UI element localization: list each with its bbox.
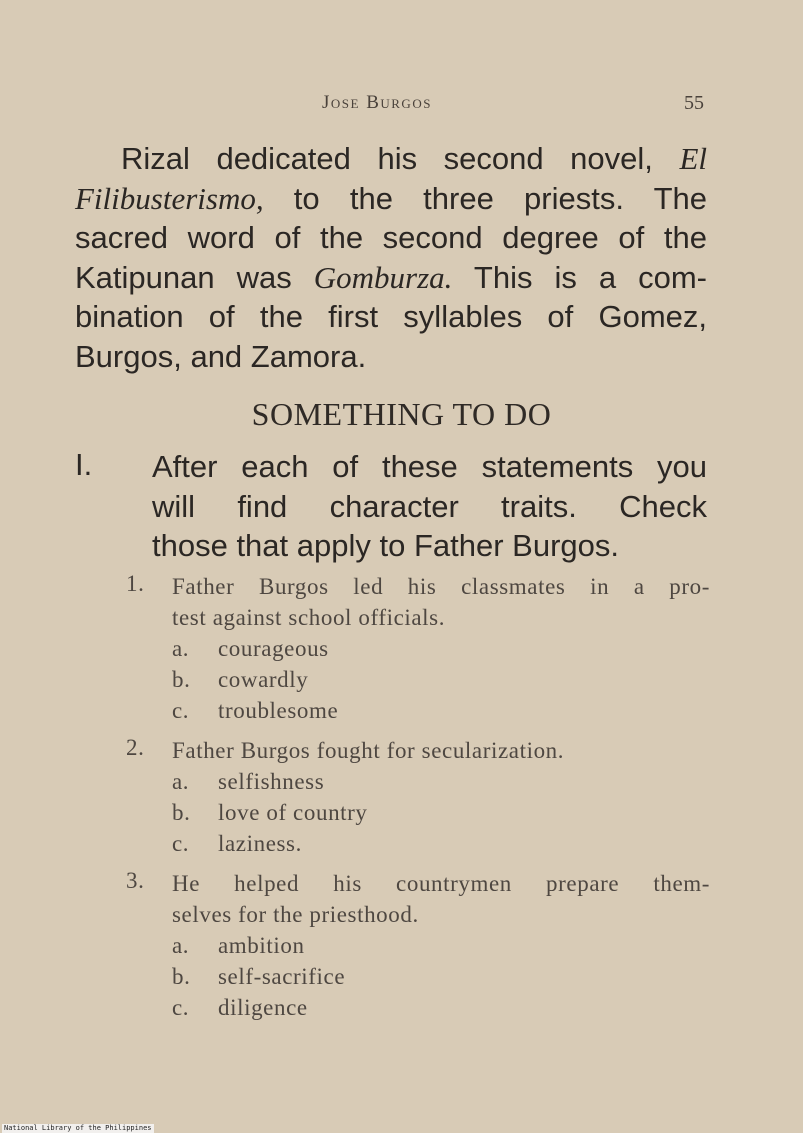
- option-text: courageous: [218, 636, 329, 661]
- text-run: to the three priests. The: [263, 180, 707, 216]
- option-text: laziness.: [218, 831, 302, 856]
- trait-option: [172, 695, 710, 726]
- scan-credit: National Library of the Philippines: [4, 1124, 152, 1132]
- option-letter: b.: [172, 800, 191, 825]
- paragraph-line: [75, 179, 707, 219]
- text-run: bination of the first syllables of Gomez,: [75, 299, 707, 335]
- option-letter: a.: [172, 636, 190, 661]
- item-statement-line: selves for the priesthood.: [172, 902, 419, 927]
- option-text: diligence: [218, 995, 308, 1020]
- option-text: self-sacrifice: [218, 964, 346, 989]
- option-text: love of country: [218, 800, 368, 825]
- text-run: Katipunan was: [75, 259, 314, 295]
- part-instructions: [152, 447, 707, 566]
- trait-option: [172, 797, 710, 828]
- trait-option: [172, 930, 710, 961]
- option-letter: c.: [172, 995, 190, 1020]
- body-paragraph: [75, 139, 707, 377]
- item-number: 1.: [126, 571, 145, 596]
- paragraph-line: [75, 218, 707, 258]
- text-run: Burgos, and Zamora.: [75, 338, 367, 374]
- item-body: [172, 735, 710, 859]
- running-head-title: Jose Burgos: [322, 92, 432, 113]
- trait-option: [172, 633, 710, 664]
- option-text: ambition: [218, 933, 305, 958]
- part-number: I.: [75, 447, 93, 482]
- text-run: sacred word of the second degree of the: [75, 220, 707, 256]
- instruction-line: those that apply to Father Burgos.: [152, 528, 619, 564]
- trait-option: [172, 992, 710, 1023]
- instruction-line: will find character traits. Check: [152, 488, 707, 524]
- item-statement-line: Father Burgos fought for secularization.: [172, 738, 565, 763]
- item-statement-line: He helped his countrymen prepare them-: [172, 871, 710, 896]
- running-head: [0, 92, 803, 118]
- item-body: [172, 571, 710, 726]
- option-letter: a.: [172, 933, 190, 958]
- paragraph-line: [75, 139, 707, 179]
- item-statement-line: test against school officials.: [172, 605, 446, 630]
- item-spacer: [120, 726, 710, 735]
- item-number: 3.: [126, 868, 145, 893]
- text-run: This is a com-: [452, 259, 707, 295]
- italic-text: Filibusterismo,: [75, 180, 264, 216]
- option-letter: c.: [172, 831, 190, 856]
- italic-text: El: [679, 141, 707, 176]
- exercise-item: [120, 868, 710, 1023]
- trait-option: [172, 766, 710, 797]
- option-text: selfishness: [218, 769, 325, 794]
- section-title: SOMETHING TO DO: [251, 396, 552, 432]
- option-letter: b.: [172, 964, 191, 989]
- trait-option: [172, 961, 710, 992]
- trait-option: [172, 828, 710, 859]
- option-letter: b.: [172, 667, 191, 692]
- exercise-item: [120, 735, 710, 859]
- item-spacer: [120, 859, 710, 868]
- instruction-line: After each of these statements you: [152, 449, 707, 484]
- item-number: 2.: [126, 735, 145, 760]
- paragraph-line: [75, 337, 707, 377]
- option-text: cowardly: [218, 667, 309, 692]
- option-letter: c.: [172, 698, 190, 723]
- paragraph-line: [75, 297, 707, 337]
- exercise-item: [120, 571, 710, 726]
- option-text: troublesome: [218, 698, 339, 723]
- item-statement-line: Father Burgos led his classmates in a pro-: [172, 574, 710, 599]
- text-run: Rizal dedicated his second novel,: [121, 141, 680, 176]
- italic-text: Gomburza.: [313, 259, 453, 295]
- option-letter: a.: [172, 769, 190, 794]
- page-number: 55: [684, 92, 704, 114]
- paragraph-line: [75, 258, 707, 298]
- exercise-items: [120, 571, 710, 1023]
- trait-option: [172, 664, 710, 695]
- item-body: [172, 868, 710, 1023]
